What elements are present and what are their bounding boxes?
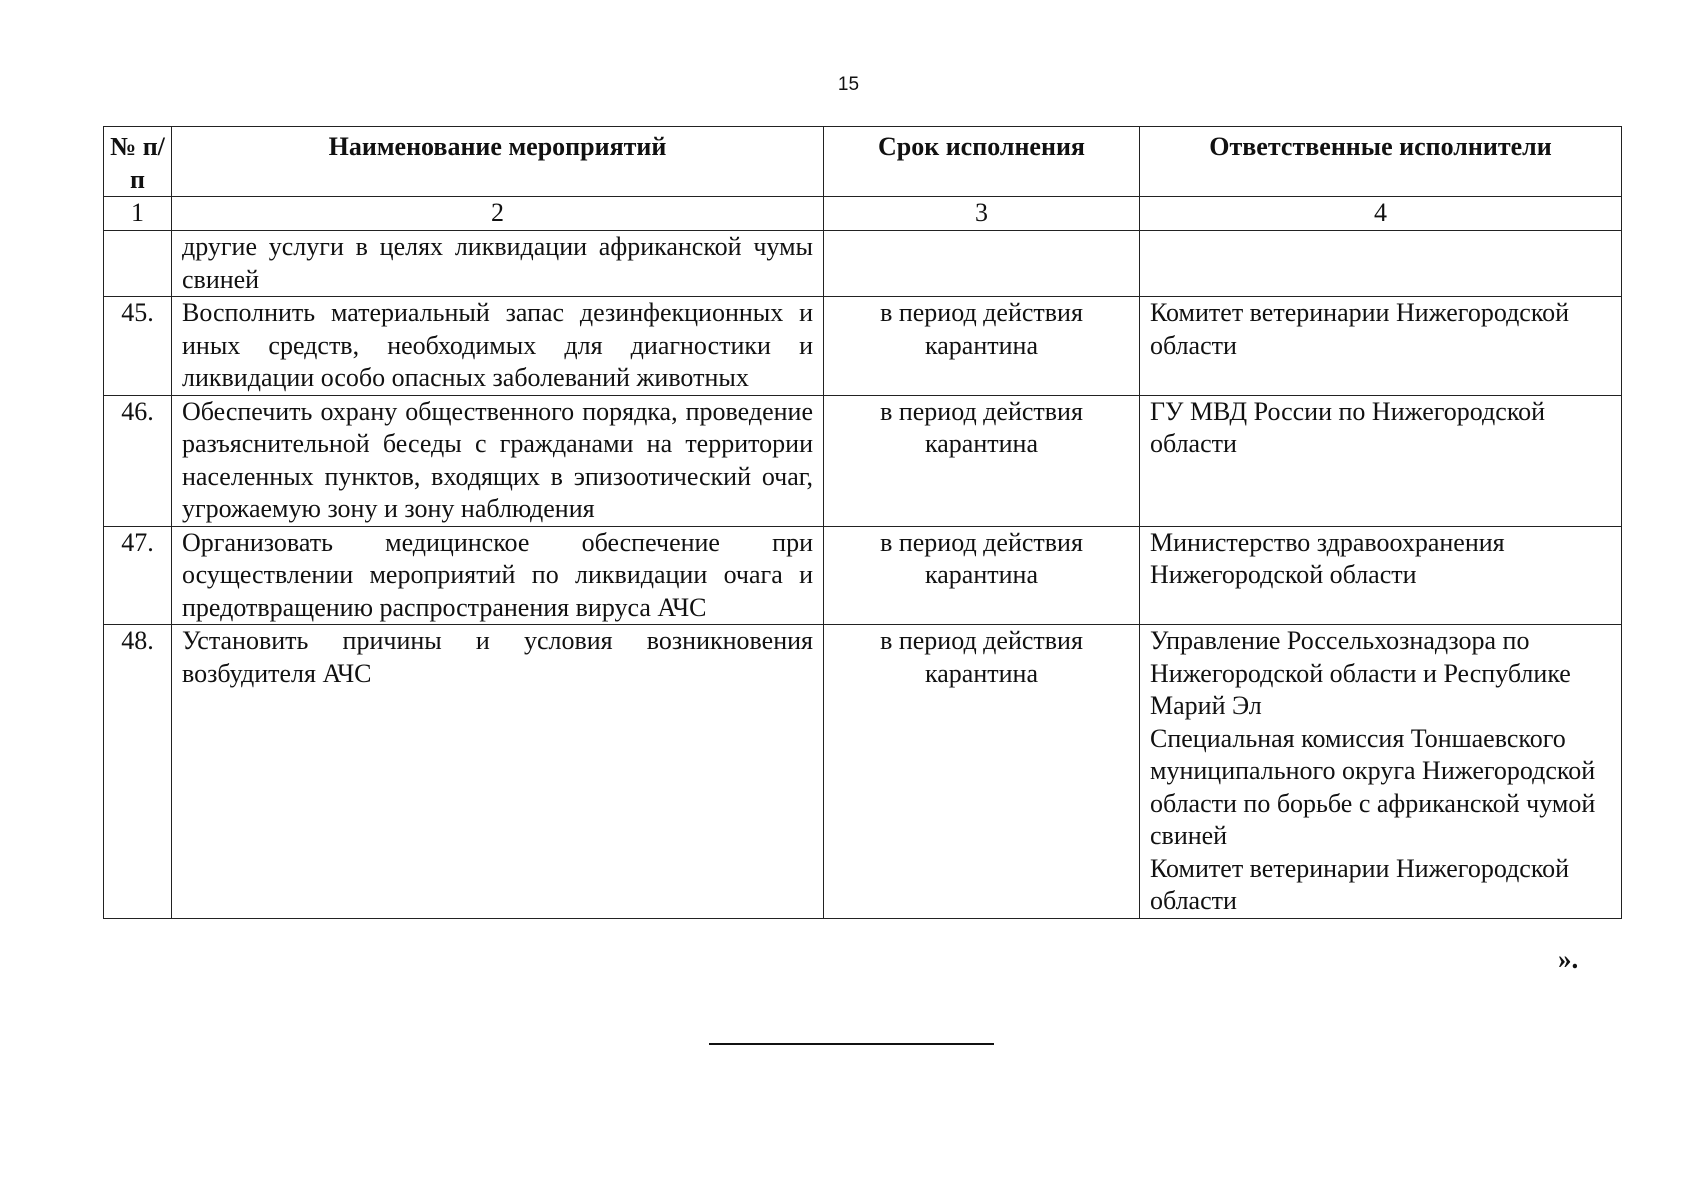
executor-item: Специальная комиссия Тоншаевского муниципального округа Нижегородской области по борьбе с африканской чумой свиней (1150, 723, 1596, 850)
table-row (104, 526, 1622, 625)
term-cell: в период действия карантина (824, 297, 1140, 396)
end-rule (709, 1043, 994, 1045)
closing-quote: ». (1558, 944, 1579, 974)
table-row (104, 231, 1622, 297)
measure-name: Восполнить материальный запас дезинфекционных и иных средств, необходимых для диагностики и ликвидации особо опасных заболеваний животных (172, 297, 824, 396)
column-number: 1 (104, 197, 172, 231)
executor-item: Комитет ветеринарии Нижегородской области (1150, 853, 1570, 915)
term-cell: в период действия карантина (824, 395, 1140, 526)
executors-cell (1140, 395, 1622, 526)
executor-item: Министерство здравоохранения Нижегородской области (1150, 527, 1505, 589)
header-term: Срок исполнения (824, 127, 1140, 197)
executor-item: Комитет ветеринарии Нижегородской области (1150, 298, 1570, 360)
row-number: 46. (104, 395, 172, 526)
executors-cell (1140, 625, 1622, 919)
term-cell: в период действия карантина (824, 526, 1140, 625)
table-row (104, 395, 1622, 526)
executors-cell (1140, 231, 1622, 297)
header-name: Наименование мероприятий (172, 127, 824, 197)
row-number (104, 231, 172, 297)
measure-name: Обеспечить охрану общественного порядка, проведение разъяснительной беседы с гражданами на территории населенных пунктов, входящих в эпизоотический очаг, угрожаемую зону и зону наблюдения (172, 395, 824, 526)
page-number: 15 (837, 74, 860, 95)
column-number: 3 (824, 197, 1140, 231)
table-row (104, 297, 1622, 396)
executor-item: Управление Россельхознадзора по Нижегородской области и Республике Марий Эл (1150, 626, 1571, 720)
column-number: 4 (1140, 197, 1622, 231)
measures-table (103, 126, 1622, 919)
column-number-row (104, 197, 1622, 231)
column-number: 2 (172, 197, 824, 231)
executors-cell (1140, 297, 1622, 396)
row-number: 45. (104, 297, 172, 396)
executor-item: ГУ МВД России по Нижегородской области (1150, 396, 1546, 458)
table-header-row (104, 127, 1622, 197)
table-row (104, 625, 1622, 919)
measure-name: Организовать медицинское обеспечение при осуществлении мероприятий по ликвидации очага и предотвращению распространения вируса АЧС (172, 526, 824, 625)
row-number: 48. (104, 625, 172, 919)
executors-cell (1140, 526, 1622, 625)
header-executors: Ответственные исполнители (1140, 127, 1622, 197)
row-number: 47. (104, 526, 172, 625)
header-num: № п/п (104, 127, 172, 197)
term-cell (824, 231, 1140, 297)
measure-name: Установить причины и условия возникновения возбудителя АЧС (172, 625, 824, 919)
measure-name: другие услуги в целях ликвидации африканской чумы свиней (172, 231, 824, 297)
term-cell: в период действия карантина (824, 625, 1140, 919)
